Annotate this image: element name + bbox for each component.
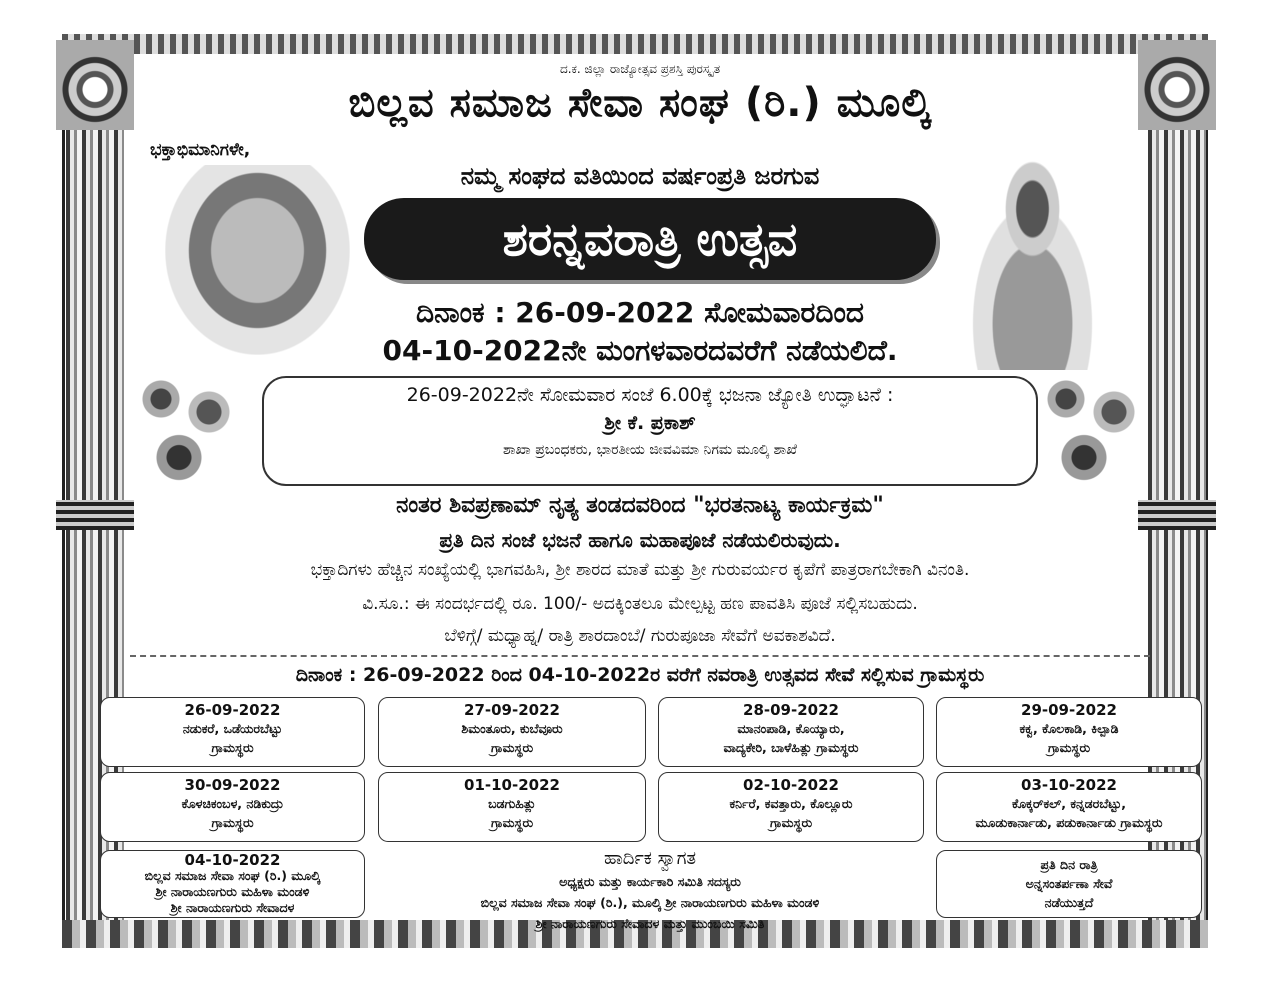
welcome-line: ಬಿಲ್ಲವ ಸಮಾಜ ಸೇವಾ ಸಂಘ (ರಿ.), ಮೂಲ್ಕಿ ಶ್ರೀ ನಾರಾಯಣಗುರು ಮಹಿಳಾ ಮಂಡಳಿ xyxy=(480,895,820,910)
inauguration-box xyxy=(262,376,1038,486)
greeting: ಭಕ್ತಾಭಿಮಾನಿಗಳೇ, xyxy=(150,140,251,160)
card-line: ಗ್ರಾಮಸ್ಥರು xyxy=(490,740,534,755)
card-line: ಶ್ರೀ ನಾರಾಯಣಗುರು ಸೇವಾದಳ xyxy=(170,900,295,915)
card-date: 28-09-2022 xyxy=(743,701,839,719)
card-line: ಗ್ರಾಮಸ್ಥರು xyxy=(490,815,534,830)
card-line: ವಾದ್ಯಕೇರಿ, ಬಾಳೆಹಿತ್ಲು ಗ್ರಾಮಸ್ಥರು xyxy=(723,740,859,755)
welcome-section xyxy=(380,848,920,932)
card-line: ಕರ್ನಿರೆ, ಕವತ್ತಾರು, ಕೊಲ್ಲೂರು xyxy=(729,796,853,811)
card-line: ಮಾನಂಪಾಡಿ, ಕೊಯ್ಯಾರು, xyxy=(737,721,845,736)
card-line: ಗ್ರಾಮಸ್ಥರು xyxy=(769,815,813,830)
card-line: ಮೂಡುಕಾರ್ನಾಡು, ಪಡುಕಾರ್ನಾಡು ಗ್ರಾಮಸ್ಥರು xyxy=(975,815,1163,830)
card-line: ಕೊಳಚಿಕಂಬಳ, ನಡಿಕುದ್ರು xyxy=(181,796,284,811)
subtitle: ನಮ್ಮ ಸಂಘದ ವತಿಯಿಂದ ವರ್ಷಂಪ್ರತಿ ಜರಗುವ xyxy=(460,162,820,190)
schedule-card xyxy=(658,697,924,767)
card-date: 26-09-2022 xyxy=(184,701,281,719)
organization-title: ಬಿಲ್ಲವ ಸಮಾಜ ಸೇವಾ ಸಂಘ (ರಿ.) ಮೂಲ್ಕಿ xyxy=(348,80,932,126)
annadana-card xyxy=(936,850,1202,918)
guest-designation: ಶಾಖಾ ಪ್ರಬಂಧಕರು, ಭಾರತೀಯ ಜೀವವಿಮಾ ನಿಗಮ ಮೂಲ್ಕಿ ಶಾಖೆ xyxy=(503,442,797,458)
card-line: ಕಕ್ವ, ಕೊಲಕಾಡಿ, ಕಿಲ್ಪಾಡಿ xyxy=(1019,721,1119,736)
card-line: ಬಿಲ್ಲವ ಸಮಾಜ ಸೇವಾ ಸಂಘ (ರಿ.) ಮೂಲ್ಕಿ xyxy=(144,868,321,883)
welcome-heading: ಹಾರ್ದಿಕ ಸ್ವಾಗತ xyxy=(603,848,696,869)
card-date: 30-09-2022 xyxy=(184,776,281,794)
schedule-heading: ದಿನಾಂಕ : 26-09-2022 ರಿಂದ 04-10-2022ರ ವರೆಗೆ ನವರಾತ್ರಿ ಉತ್ಸವದ ಸೇವೆ ಸಲ್ಲಿಸುವ ಗ್ರಾಮಸ್ಥರು xyxy=(295,664,985,686)
program-line-1: ನಂತರ ಶಿವಪ್ರಣಾಮ್ ನೃತ್ಯ ತಂಡದವರಿಂದ "ಭರತನಾಟ್ಯ ಕಾರ್ಯಕ್ರಮ" xyxy=(396,493,884,518)
card-line: ನಡೆಯುತ್ತದೆ xyxy=(1044,895,1094,910)
card-line: ಅನ್ನಸಂತರ್ಪಣಾ ಸೇವೆ xyxy=(1025,876,1113,891)
card-line: ಶ್ರೀ ನಾರಾಯಣಗುರು ಮಹಿಳಾ ಮಂಡಳಿ xyxy=(155,884,310,899)
program-line-5: ಬೆಳಿಗ್ಗೆ/ ಮಧ್ಯಾಹ್ನ/ ರಾತ್ರಿ ಶಾರದಾಂಬೆ/ ಗುರುಪೂಜಾ ಸೇವೆಗೆ ಅವಕಾಶವಿದೆ. xyxy=(444,626,836,646)
final-day-card xyxy=(100,850,365,918)
card-date: 04-10-2022 xyxy=(184,851,281,869)
card-line: ಕೊಕ್ಕರ್‌ಕಲ್, ಕನ್ನಡರಬೆಟ್ಟು, xyxy=(1011,796,1127,811)
card-date: 27-09-2022 xyxy=(464,701,560,719)
festival-banner: ಶರನ್ನವರಾತ್ರಿ ಉತ್ಸವ xyxy=(364,198,936,280)
date-line-2: 04-10-2022ನೇ ಮಂಗಳವಾರದವರೆಗೆ ನಡೆಯಲಿದೆ. xyxy=(382,334,898,367)
schedule-card xyxy=(936,772,1202,842)
program-line-3: ಭಕ್ತಾದಿಗಳು ಹೆಚ್ಚಿನ ಸಂಖ್ಯೆಯಲ್ಲಿ ಭಾಗವಹಿಸಿ, ಶ್ರೀ ಶಾರದ ಮಾತೆ ಮತ್ತು ಶ್ರೀ ಗುರುವರ್ಯರ ಕೃಪೆಗೆ ಪಾತ್ರರಾಗಬೇಕಾಗಿ ವಿನಂತಿ. xyxy=(310,560,970,580)
schedule-card xyxy=(378,697,646,767)
date-line-1: ದಿನಾಂಕ : 26-09-2022 ಸೋಮವಾರದಿಂದ xyxy=(416,296,864,329)
dotted-divider xyxy=(130,655,1150,657)
schedule-card xyxy=(378,772,646,842)
card-line: ನಡುಕರೆ, ಒಡೆಯರಬೆಟ್ಟು xyxy=(182,721,283,736)
left-flower-decoration xyxy=(125,360,245,490)
card-line: ಬಡಗುಹಿತ್ಲು xyxy=(488,796,536,811)
program-line-2: ಪ್ರತಿ ದಿನ ಸಂಜೆ ಭಜನೆ ಹಾಗೂ ಮಹಾಪೂಜೆ ನಡೆಯಲಿರುವುದು. xyxy=(439,528,841,552)
card-line: ಶಿಮಂತೂರು, ಕುಬೆವೂರು xyxy=(461,721,563,736)
schedule-card xyxy=(100,772,365,842)
card-date: 29-09-2022 xyxy=(1021,701,1117,719)
schedule-card xyxy=(100,697,365,767)
card-line: ಗ್ರಾಮಸ್ಥರು xyxy=(211,815,254,830)
top-border-ornament xyxy=(62,34,1208,54)
welcome-line: ಶ್ರೀ ನಾರಾಯಣಗುರು ಸೇವಾದಳ ಮತ್ತು ಮುಂಬಯಿ ಸಮಿತಿ xyxy=(535,916,765,931)
card-line: ಗ್ರಾಮಸ್ಥರು xyxy=(211,740,254,755)
card-line: ಪ್ರತಿ ದಿನ ರಾತ್ರಿ xyxy=(1040,857,1098,872)
inauguration-line: 26-09-2022ನೇ ಸೋಮವಾರ ಸಂಜೆ 6.00ಕ್ಕೆ ಭಜನಾ ಜ್ಯೋತಿ ಉದ್ಘಾಟನೆ : xyxy=(406,384,894,406)
welcome-line: ಅಧ್ಯಕ್ಷರು ಮತ್ತು ಕಾರ್ಯಕಾರಿ ಸಮಿತಿ ಸದಸ್ಯರು xyxy=(559,874,741,889)
guest-name: ಶ್ರೀ ಕೆ. ಪ್ರಕಾಶ್ xyxy=(604,412,696,434)
card-date: 02-10-2022 xyxy=(743,776,839,794)
award-line: ದ.ಕ. ಜಿಲ್ಲಾ ರಾಜ್ಯೋತ್ಸವ ಪ್ರಶಸ್ತಿ ಪುರಸ್ಕೃತ xyxy=(559,62,721,76)
card-date: 03-10-2022 xyxy=(1021,776,1117,794)
right-flower-decoration xyxy=(1030,360,1150,490)
schedule-card xyxy=(936,697,1202,767)
program-line-4: ವಿ.ಸೂ.: ಈ ಸಂದರ್ಭದಲ್ಲಿ ರೂ. 100/- ಅದಕ್ಕಿಂತಲೂ ಮೇಲ್ಪಟ್ಟ ಹಣ ಪಾವತಿಸಿ ಪೂಜೆ ಸಲ್ಲಿಸಬಹುದು. xyxy=(362,594,918,614)
card-date: 01-10-2022 xyxy=(464,776,560,794)
schedule-card xyxy=(658,772,924,842)
card-line: ಗ್ರಾಮಸ್ಥರು xyxy=(1047,740,1091,755)
